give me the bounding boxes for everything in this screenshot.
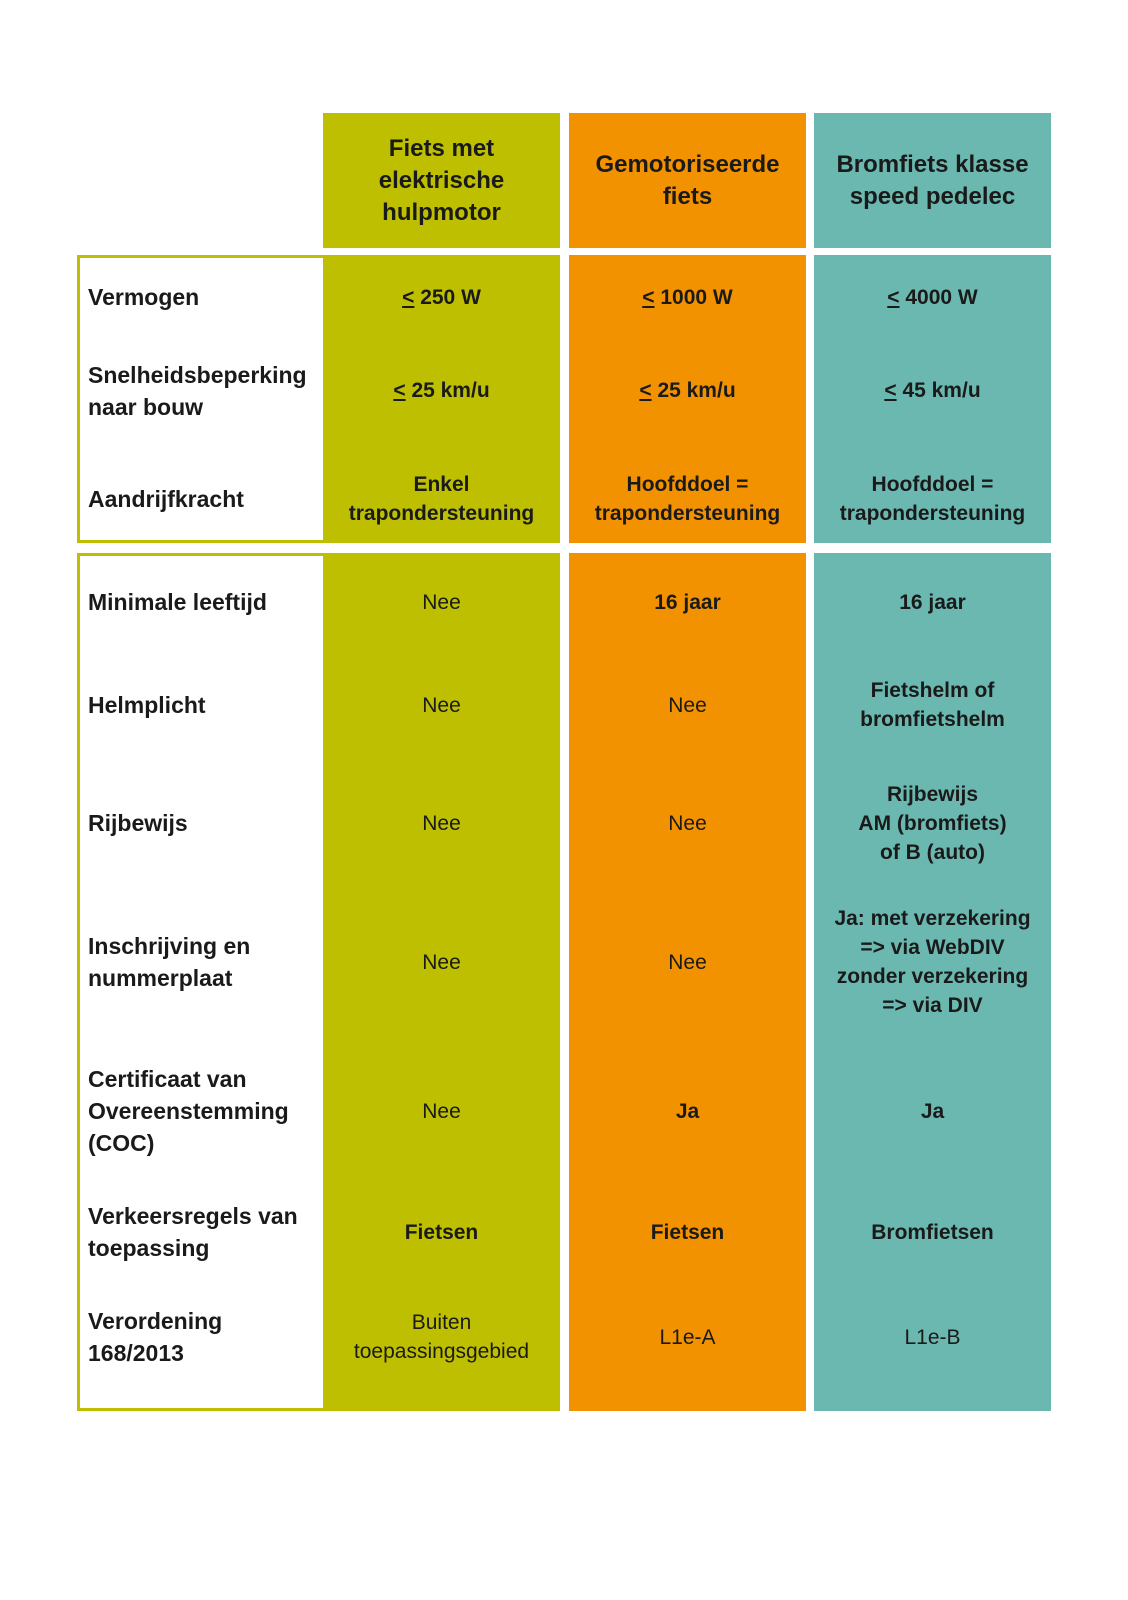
cell-verkeer-col3: Bromfietsen: [871, 1220, 994, 1244]
cell-coc-col1: Nee: [422, 1099, 461, 1123]
prefix-le: <: [642, 285, 655, 309]
cell-vermogen-col1: < 250 W: [323, 275, 560, 319]
cell-inschrijving-col2: Nee: [668, 950, 707, 974]
prefix-le: <: [887, 285, 900, 309]
cell-helm-col1: Nee: [422, 693, 461, 717]
cell-inschrijving-col1: Nee: [422, 950, 461, 974]
row-label-verordening: Verordening 168/2013: [88, 1308, 223, 1366]
cell-snelheid-col3: < 45 km/u: [884, 378, 981, 402]
cell-leeftijd-col2: 16 jaar: [654, 590, 721, 614]
row-label-certificaat: Certificaat van Overeenstemming (COC): [88, 1066, 289, 1156]
cell-snelheid-col2: < 25 km/u: [639, 378, 736, 402]
cell-coc-col2: Ja: [675, 1099, 700, 1123]
cell-aandrijf-col2: Hoofddoel = trapondersteuning: [594, 473, 781, 525]
cell-verordening-col1: Buiten toepassingsgebied: [353, 1311, 530, 1363]
row-label-verkeersregels: Verkeersregels van toepassing: [88, 1203, 298, 1261]
cell-rijbewijs-col1: Nee: [422, 811, 461, 835]
cell-vermogen-col2: < 1000 W: [569, 275, 806, 319]
row-label-aandrijfkracht: Aandrijfkracht: [88, 486, 244, 512]
cell-snelheid-col1: < 25 km/u: [393, 378, 490, 402]
row-label-helmplicht: Helmplicht: [88, 692, 206, 718]
row-label-vermogen: Vermogen: [88, 284, 200, 310]
header-col2: Gemotoriseerde fiets: [595, 150, 780, 210]
cell-verkeer-col1: Fietsen: [404, 1220, 479, 1244]
cell-coc-col3: Ja: [920, 1099, 945, 1123]
cell-vermogen-col3: < 4000 W: [814, 275, 1051, 319]
header-col1: Fiets met elektrische hulpmotor: [378, 134, 505, 226]
row-label-snelheidsbeperking: Snelheidsbeperking naar bouw: [88, 362, 307, 420]
cell-helm-col3: Fietshelm of bromfietshelm: [860, 679, 1005, 731]
cell-aandrijf-col1: Enkel trapondersteuning: [348, 473, 535, 525]
cell-leeftijd-col3: 16 jaar: [899, 590, 966, 614]
cell-helm-col2: Nee: [668, 693, 707, 717]
cell-verordening-col3: L1e-B: [904, 1325, 961, 1349]
prefix-le: <: [402, 285, 415, 309]
cell-inschrijving-col3: Ja: met verzekering => via WebDIV zonder verzekering => via DIV: [834, 907, 1031, 1017]
cell-verordening-col2: L1e-A: [659, 1325, 716, 1349]
cell-leeftijd-col1: Nee: [422, 590, 461, 614]
cell-rijbewijs-col3: Rijbewijs AM (bromfiets) of B (auto): [858, 782, 1007, 864]
cell-aandrijf-col3: Hoofddoel = trapondersteuning: [839, 473, 1026, 525]
cell-verkeer-col2: Fietsen: [650, 1220, 725, 1244]
cell-rijbewijs-col2: Nee: [668, 811, 707, 835]
header-col3: Bromfiets klasse speed pedelec: [836, 150, 1029, 210]
row-label-rijbewijs: Rijbewijs: [88, 810, 188, 836]
row-label-inschrijving: Inschrijving en nummerplaat: [88, 933, 251, 991]
row-label-minimale-leeftijd: Minimale leeftijd: [88, 589, 267, 615]
